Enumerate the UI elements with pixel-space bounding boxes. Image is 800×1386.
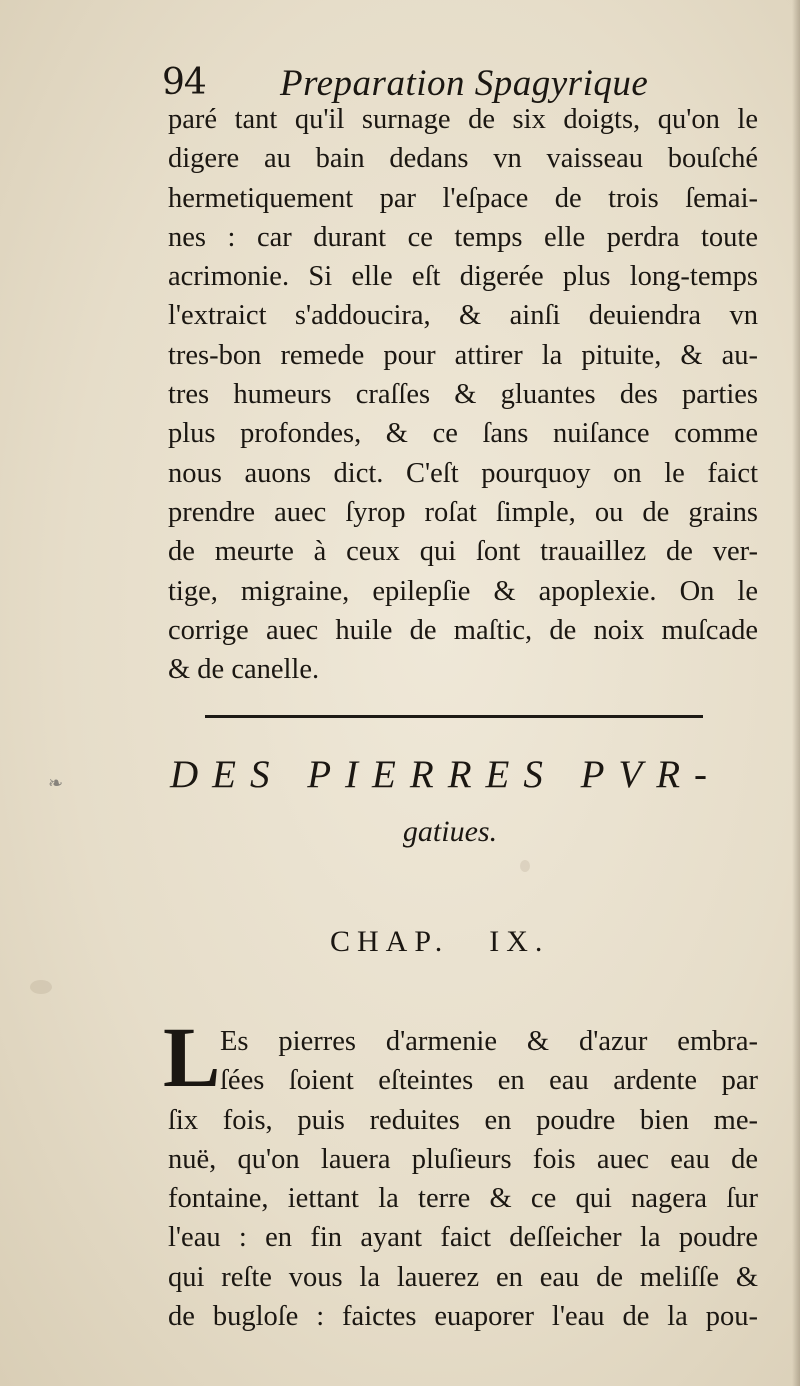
- text-line: corrige auec huile de maſtic, de noix muſcade: [168, 614, 758, 646]
- text-line: qui reſte vous la lauerez en eau de meliſſe &: [168, 1261, 758, 1293]
- text-line: digere au bain dedans vn vaisseau bouſché: [168, 143, 758, 175]
- text-line: plus profondes, & ce ſans nuiſance comme: [168, 418, 758, 450]
- page-number: 94: [162, 62, 206, 103]
- text-line: ſix fois, puis reduites en poudre bien me-: [168, 1104, 758, 1136]
- running-head-title: Preparation Spagyrique: [280, 63, 649, 104]
- text-line: tige, migraine, epilepſie & apoplexie. On le: [168, 575, 758, 607]
- text-line: tres-bon remede pour attirer la pituite, & au-: [168, 339, 758, 371]
- paragraph-1: [168, 100, 758, 689]
- text-line: l'extraict s'addoucira, & ainſi deuiendra vn: [168, 300, 758, 332]
- text-line: acrimonie. Si elle eſt digerée plus long-temps: [168, 261, 758, 293]
- text-line: paré tant qu'il surnage de six doigts, qu'on le: [168, 104, 758, 135]
- drop-capital: L: [163, 1009, 221, 1105]
- chapter-heading: [330, 925, 630, 959]
- text-line: tres humeurs craſſes & gluantes des parties: [168, 379, 758, 411]
- text-line: nuë, qu'on lauera pluſieurs fois auec eau de: [168, 1143, 758, 1175]
- text-line: l'eau : en fin ayant faict deſſeicher la poudre: [168, 1222, 758, 1254]
- text-line: hermetiquement par l'eſpace de trois ſemai-: [168, 182, 758, 214]
- ink-smudge: [30, 980, 52, 994]
- text-line: prendre auec ſyrop roſat ſimple, ou de grains: [168, 496, 758, 528]
- ink-smudge: [520, 860, 530, 872]
- paragraph-2: [168, 1022, 758, 1336]
- text-line: ſées ſoient eſteintes en eau ardente par: [220, 1065, 758, 1097]
- section-title: DES PIERRES PVR-: [170, 753, 722, 796]
- text-line: fontaine, iettant la terre & ce qui nagera ſur: [168, 1183, 758, 1215]
- text-line: & de canelle.: [168, 654, 320, 686]
- text-line: nous auons dict. C'eſt pourquoy on le faict: [168, 457, 758, 489]
- text-line: nes : car durant ce temps elle perdra toute: [168, 221, 758, 253]
- chapter-number: IX.: [489, 925, 550, 958]
- chapter-label: CHAP.: [330, 925, 450, 958]
- text-line: Es pierres d'armenie & d'azur embra-: [220, 1026, 758, 1057]
- page-edge-shadow: [792, 0, 800, 1386]
- text-line: de meurte à ceux qui ſont trauaillez de ver-: [168, 536, 758, 568]
- section-divider-rule: [205, 715, 703, 718]
- text-line: de bugloſe : faictes euaporer l'eau de la pou-: [168, 1301, 758, 1333]
- printer-ornament-icon: ❧: [48, 773, 65, 794]
- section-subtitle: gatiues.: [402, 815, 498, 848]
